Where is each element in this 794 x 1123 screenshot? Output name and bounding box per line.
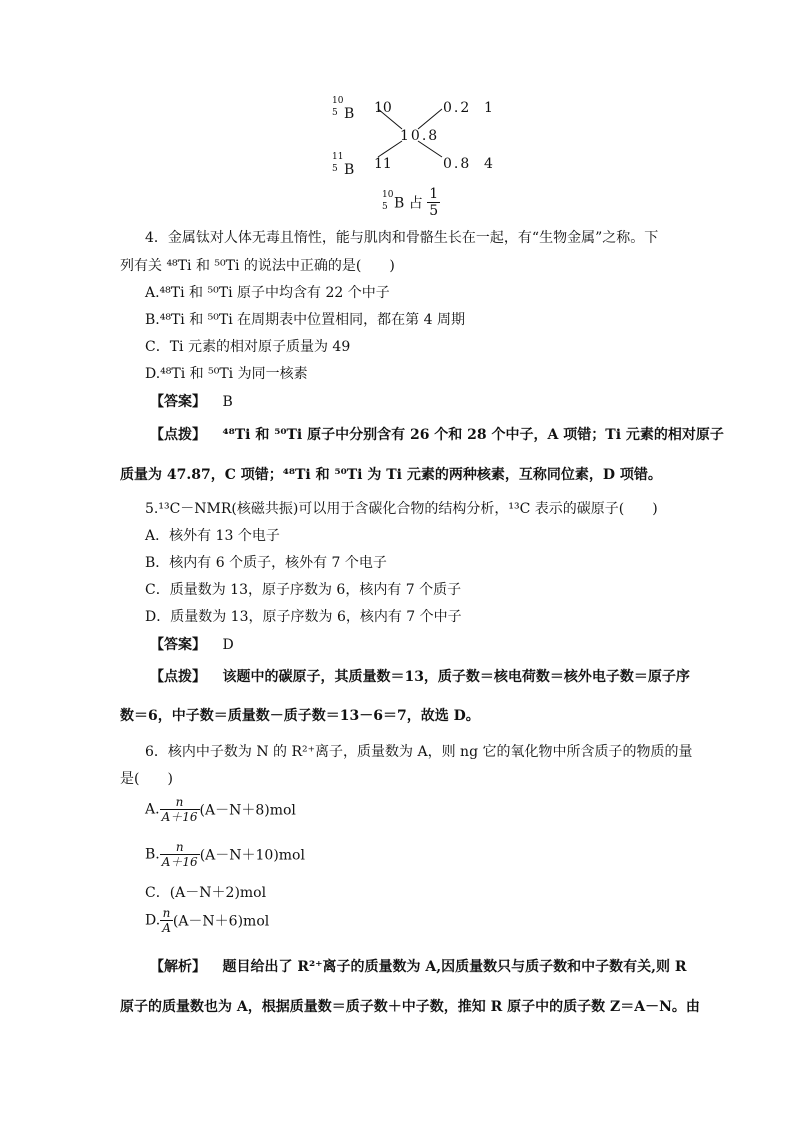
iso1-value: 10 <box>374 100 392 116</box>
q5-option-c: C．质量数为 13，原子序数为 6，核内有 7 个质子 <box>145 582 462 598</box>
q6-d-numerator: n <box>160 906 173 921</box>
q6-b-fraction <box>160 840 200 869</box>
result-text: B 占 <box>394 195 423 212</box>
iso1-atomic: 5 <box>332 108 338 118</box>
q6-analysis-line1 <box>150 956 686 976</box>
q6-b-denominator: A＋16 <box>161 855 198 869</box>
q4-answer <box>150 391 233 411</box>
q6-d-prefix: D. <box>145 912 161 929</box>
iso2-value: 11 <box>374 156 392 172</box>
q6-stem-line1: 6．核内中子数为 N 的 R²⁺离子，质量数为 A，则 ng 它的氧化物中所含质子的物质的量 <box>145 744 693 760</box>
q6-a-denominator: A＋16 <box>161 810 198 824</box>
q6-d-denominator: A <box>162 921 171 935</box>
result-denominator: 5 <box>429 203 439 219</box>
q5-option-b: B．核内有 6 个质子，核外有 7 个电子 <box>145 555 387 571</box>
q4-answer-label: 【答案】 <box>150 394 206 410</box>
q6-a-numerator: n <box>160 795 200 810</box>
isotope-b11 <box>332 152 355 178</box>
q4-answer-value: B <box>222 394 233 410</box>
result-mass: 10 <box>382 189 394 200</box>
q6-analysis-label: 【解析】 <box>150 959 206 975</box>
result-numerator: 1 <box>429 186 439 202</box>
q6-b-expression: (A－N＋10)mol <box>199 847 305 864</box>
q6-b-numerator: n <box>160 840 200 855</box>
iso2-mass: 11 <box>332 152 344 162</box>
q4-option-a: A.⁴⁸Ti 和 ⁵⁰Ti 原子中均含有 22 个中子 <box>145 285 390 301</box>
q4-option-c: C．Ti 元素的相对原子质量为 49 <box>145 339 351 355</box>
q4-tip-text1: ⁴⁸Ti 和 ⁵⁰Ti 原子中分别含有 26 个和 28 个中子，A 项错；Ti 元素的相对原子 <box>222 427 724 443</box>
q4-tip-line2: 质量为 47.87，C 项错；⁴⁸Ti 和 ⁵⁰Ti 为 Ti 元素的两种核素，互称同位素，D 项错。 <box>120 467 662 483</box>
q6-option-d <box>145 906 269 935</box>
q5-tip-text1: 该题中的碳原子，其质量数＝13，质子数＝核电荷数＝核外电子数＝原子序 <box>222 669 690 685</box>
q6-stem-line2: 是( ) <box>120 771 173 787</box>
q5-option-d: D．质量数为 13，原子序数为 6，核内有 7 个中子 <box>145 609 462 625</box>
q4-option-b: B.⁴⁸Ti 和 ⁵⁰Ti 在周期表中位置相同，都在第 4 周期 <box>145 312 465 328</box>
q6-a-fraction <box>160 795 200 824</box>
q6-analysis-line2: 原子的质量数也为 A，根据质量数＝质子数＋中子数，推知 R 原子中的质子数 Z＝A－N。由 <box>120 999 700 1015</box>
diagram-result <box>382 186 440 219</box>
q6-d-expression: (A－N＋6)mol <box>172 913 270 930</box>
q4-tip-line1 <box>150 424 724 444</box>
isotope-b10 <box>332 96 355 122</box>
q6-option-b <box>145 840 305 869</box>
iso2-atomic: 5 <box>332 164 338 174</box>
q4-option-d: D.⁴⁸Ti 和 ⁵⁰Ti 为同一核素 <box>145 366 308 382</box>
q5-tip-label: 【点拨】 <box>150 669 206 685</box>
q6-d-fraction <box>160 906 173 935</box>
q5-stem: 5.¹³C－NMR(核磁共振)可以用于含碳化合物的结构分析，¹³C 表示的碳原子( ) <box>145 501 658 517</box>
q5-option-a: A．核外有 13 个电子 <box>145 528 280 544</box>
center-value: 10.8 <box>400 128 440 144</box>
q6-a-prefix: A. <box>145 801 160 818</box>
q5-tip-line2: 数＝6，中子数＝质量数－质子数＝13－6＝7，故选 D。 <box>120 708 480 724</box>
q4-stem-line2: 列有关 ⁴⁸Ti 和 ⁵⁰Ti 的说法中正确的是( ) <box>120 258 395 274</box>
q6-option-c: C．(A－N＋2)mol <box>145 885 267 901</box>
q4-stem-line1: 4．金属钛对人体无毒且惰性，能与肌肉和骨骼生长在一起，有“生物金属”之称。下 <box>145 230 659 246</box>
iso1-symbol: B <box>344 106 355 122</box>
q6-analysis-text1: 题目给出了 R²⁺离子的质量数为 A,因质量数只与质子数和中子数有关,则 R <box>222 959 687 975</box>
right-top-ratio: 1 <box>484 100 493 116</box>
q5-answer-value: D <box>222 637 234 653</box>
q4-tip-label: 【点拨】 <box>150 427 206 443</box>
q6-b-prefix: B. <box>145 846 160 863</box>
iso2-symbol: B <box>344 162 355 178</box>
right-bottom-ratio: 4 <box>484 156 493 172</box>
result-fraction <box>427 186 440 219</box>
q6-a-expression: (A－N＋8)mol <box>199 802 296 819</box>
right-top-value: 0.2 <box>443 100 472 116</box>
iso1-mass: 10 <box>332 96 344 106</box>
q5-tip-line1 <box>150 666 690 686</box>
result-atomic: 5 <box>382 201 388 212</box>
q5-answer-label: 【答案】 <box>150 637 206 653</box>
q5-answer <box>150 634 234 654</box>
right-bottom-value: 0.8 <box>443 156 472 172</box>
q6-option-a <box>145 795 296 824</box>
